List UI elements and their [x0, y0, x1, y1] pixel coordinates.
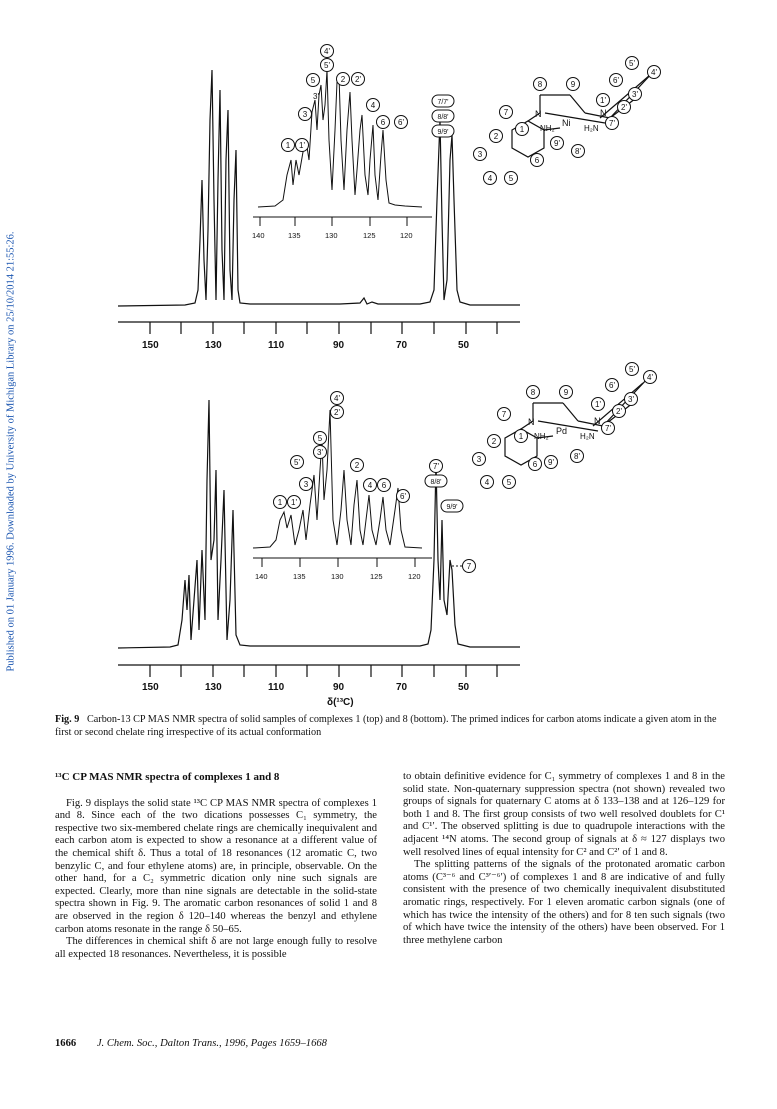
svg-text:4: 4: [370, 101, 376, 110]
svg-text:6: 6: [381, 481, 387, 490]
top-tick-90: 90: [333, 340, 345, 351]
figure-caption: [55, 713, 727, 739]
svg-text:8/8': 8/8': [430, 479, 442, 486]
svg-text:9: 9: [570, 80, 576, 89]
svg-text:8/8': 8/8': [437, 114, 449, 121]
bottom-inset-ticks: [262, 558, 415, 567]
svg-text:NH₂: NH₂: [534, 432, 549, 441]
svg-text:4': 4': [647, 373, 653, 382]
svg-text:4: 4: [367, 481, 373, 490]
bottom-label-6: [378, 479, 391, 492]
left-paragraph-2: The differences in chemical shift δ are not large enough fully to resolve all expected 18 resonances. Nevertheless, it is possible: [55, 936, 377, 960]
svg-text:3': 3': [313, 92, 319, 101]
top-inset-tick-125: 125: [363, 231, 376, 240]
top-label-1: [282, 139, 295, 152]
bottom-label-88p: [425, 475, 447, 487]
svg-text:6': 6': [400, 492, 406, 501]
top-inset-tick-140: 140: [252, 231, 265, 240]
right-paragraph-1: to obtain definitive evidence for C₁ symmetry of complexes 1 and 8 in the solid state. Non-quaternary suppression spectra (not shown) revealed two groups of signals for quaternary C atoms at δ 133–138 and at 126–129 for both 1 and 8. The first group consists of two well resolved doublets for C¹ and C¹′. The observed splitting is due to quadrupole interactions with the adjacent ¹⁴N atoms. The second group of signals at δ ≈ 127 displays two well resolved lines of equal intensity for C² and C²′ of 1 and 8.: [403, 771, 725, 858]
svg-text:2: 2: [491, 437, 497, 446]
top-label-4: [367, 99, 380, 112]
top-label-99p: [432, 125, 454, 137]
bottom-label-3: [300, 478, 313, 491]
svg-text:2': 2': [355, 75, 361, 84]
top-inset-spectrum: [258, 70, 422, 207]
svg-text:2: 2: [493, 132, 499, 141]
right-paragraph-2: The splitting patterns of the signals of the protonated aromatic carbon atoms (C³⁻⁶ and C³′⁻⁶′) of complexes 1 and 8 are indicative of and fully consistent with the presence of two chemically inequivalent disubstituted aromatic rings, respectively. For 1 eleven aromatic carbon signals (one of which has twice the intensity of the others) and for 8 ten such signals (two of which have twice the intensity of the others) have been observed. For 1 three methylene carbon: [403, 859, 725, 946]
svg-text:5: 5: [310, 76, 316, 85]
figure-caption-label: Fig. 9: [55, 714, 80, 725]
top-inset-tick-135: 135: [288, 231, 301, 240]
svg-text:6: 6: [380, 118, 386, 127]
svg-text:4': 4': [324, 47, 330, 56]
top-label-6: [377, 116, 390, 129]
top-tick-150: 150: [142, 340, 159, 351]
top-label-3p: [313, 92, 319, 101]
top-tick-70: 70: [396, 340, 408, 351]
bottom-label-4: [364, 479, 377, 492]
top-label-3: [299, 108, 312, 121]
svg-text:8: 8: [537, 80, 543, 89]
svg-text:7': 7': [605, 424, 611, 433]
top-inset-tick-120: 120: [400, 231, 413, 240]
bottom-spectrum-panel: [118, 363, 657, 709]
svg-text:4: 4: [487, 174, 493, 183]
svg-text:3: 3: [476, 455, 482, 464]
svg-text:1': 1': [291, 498, 297, 507]
svg-text:5: 5: [508, 174, 514, 183]
svg-text:6': 6': [613, 76, 619, 85]
svg-text:3': 3': [628, 395, 634, 404]
svg-text:9: 9: [563, 388, 569, 397]
svg-text:6: 6: [532, 460, 538, 469]
svg-text:N: N: [535, 109, 542, 119]
svg-text:1': 1': [299, 141, 305, 150]
bottom-tick-90: 90: [333, 682, 345, 693]
bottom-label-5p: [291, 456, 304, 469]
bottom-label-4p: [331, 392, 344, 405]
left-paragraph-1: Fig. 9 displays the solid state ¹³C CP MAS NMR spectra of complexes 1 and 8. Since each of the two dications possesses C₁ symmetry, the respective two six-membered chelate rings are chemically inequivalent and each carbon atom is expected to show a resonance at a different value of the chemical shift δ. Thus a total of 18 resonances (12 aromatic C, two benzylic C, and four ethylene atoms) are, in principle, observable. On the other hand, for a C₂ symmetric dication only nine such signals are expected. Clearly, more than nine signals are detectable in the solid-state spectra shown in Fig. 9. The aromatic carbon resonances of solid 1 and 8 are observed in the region δ 120–140 whereas the benzyl and ethylene carbon atoms resonate in the range δ 50–65.: [55, 797, 377, 935]
bottom-label-5: [314, 432, 327, 445]
top-axis-ticks: [150, 322, 497, 334]
top-inset-ticks: [260, 217, 407, 226]
svg-text:1: 1: [285, 141, 291, 150]
svg-text:9/9': 9/9': [446, 504, 458, 511]
svg-text:1': 1': [600, 96, 606, 105]
svg-text:2': 2': [616, 407, 622, 416]
bottom-tick-110: 110: [268, 682, 285, 693]
bottom-inset-tick-130: 130: [331, 572, 344, 581]
svg-text:5': 5': [324, 61, 330, 70]
bottom-axis-label: δ(¹³C): [327, 697, 354, 708]
bottom-label-2: [351, 459, 364, 472]
top-label-77p: [432, 95, 454, 107]
svg-text:3': 3': [632, 90, 638, 99]
svg-text:1: 1: [519, 125, 525, 134]
svg-text:7': 7': [433, 462, 439, 471]
top-inset-tick-130: 130: [325, 231, 338, 240]
svg-text:N: N: [528, 417, 535, 427]
svg-text:8': 8': [575, 147, 581, 156]
left-column: [55, 771, 377, 961]
bottom-label-2p: [331, 406, 344, 419]
bottom-tick-130: 130: [205, 682, 222, 693]
bottom-structure-labels: [473, 363, 657, 489]
top-metal-label: Ni: [562, 118, 571, 128]
svg-text:8': 8': [574, 452, 580, 461]
svg-text:9': 9': [554, 139, 560, 148]
svg-text:7': 7': [609, 119, 615, 128]
top-label-5: [307, 74, 320, 87]
bottom-label-1: [274, 496, 287, 509]
svg-text:N: N: [600, 108, 607, 118]
top-structure-labels: [474, 57, 661, 185]
svg-text:8: 8: [530, 388, 536, 397]
bottom-axis-ticks: [150, 665, 497, 677]
bottom-inset-spectrum: [253, 410, 422, 548]
page-number: 1666: [55, 1038, 77, 1049]
svg-text:5: 5: [506, 478, 512, 487]
svg-text:5': 5': [629, 59, 635, 68]
svg-text:3: 3: [477, 150, 483, 159]
top-label-6p: [395, 116, 408, 129]
top-tick-110: 110: [268, 340, 285, 351]
top-main-spectrum: [118, 70, 520, 306]
svg-text:2: 2: [354, 461, 360, 470]
bottom-label-6p: [397, 490, 410, 503]
svg-text:6: 6: [534, 156, 540, 165]
svg-text:N: N: [594, 416, 601, 426]
top-tick-130: 130: [205, 340, 222, 351]
svg-text:7: 7: [503, 108, 509, 117]
top-peak-labels: [282, 45, 455, 152]
bottom-label-3p: [314, 446, 327, 459]
journal-citation: J. Chem. Soc., Dalton Trans., 1996, Pages 1659–1668: [96, 1038, 327, 1049]
svg-text:7: 7: [501, 410, 507, 419]
bottom-tick-70: 70: [396, 682, 408, 693]
svg-text:5: 5: [317, 434, 323, 443]
bottom-tick-150: 150: [142, 682, 159, 693]
svg-text:4': 4': [334, 394, 340, 403]
bottom-inset-tick-120: 120: [408, 572, 421, 581]
svg-text:9/9': 9/9': [437, 129, 449, 136]
svg-text:H₂N: H₂N: [580, 432, 595, 441]
section-heading: ¹³C CP MAS NMR spectra of complexes 1 and 8: [55, 771, 280, 783]
svg-text:4: 4: [484, 478, 490, 487]
svg-text:2': 2': [621, 103, 627, 112]
bottom-inset-tick-135: 135: [293, 572, 306, 581]
svg-text:3: 3: [302, 110, 308, 119]
svg-text:4': 4': [651, 68, 657, 77]
bottom-label-7p: [430, 460, 443, 473]
svg-text:3: 3: [303, 480, 309, 489]
bottom-inset-tick-125: 125: [370, 572, 383, 581]
svg-text:7/7': 7/7': [437, 99, 449, 106]
svg-text:9': 9': [548, 458, 554, 467]
svg-text:2': 2': [334, 408, 340, 417]
svg-text:H₂N: H₂N: [584, 124, 599, 133]
right-column: [403, 771, 725, 947]
bottom-label-1p: [288, 496, 301, 509]
bottom-tick-50: 50: [458, 682, 470, 693]
svg-text:5': 5': [294, 458, 300, 467]
top-label-4p: [321, 45, 334, 58]
figure-caption-text: Carbon-13 CP MAS NMR spectra of solid samples of complexes 1 (top) and 8 (bottom). The primed indices for carbon atoms indicate a given atom in the first or second chelate ring irrespective of its actual conformation: [55, 714, 717, 738]
download-watermark: Published on 01 January 1996. Downloaded by University of Michigan Library on 25/10/2014 21:55:26.: [5, 231, 17, 672]
svg-text:2: 2: [340, 75, 346, 84]
svg-text:1': 1': [595, 400, 601, 409]
svg-text:1: 1: [518, 432, 524, 441]
top-label-2: [337, 73, 350, 86]
svg-text:7: 7: [466, 562, 472, 571]
bottom-inset-tick-140: 140: [255, 572, 268, 581]
svg-text:5': 5': [629, 365, 635, 374]
bottom-metal-label: Pd: [556, 426, 568, 436]
svg-text:1: 1: [277, 498, 283, 507]
top-label-88p: [432, 110, 454, 122]
svg-text:NH₂: NH₂: [540, 124, 555, 133]
bottom-label-7: [463, 560, 476, 573]
top-label-2p: [352, 73, 365, 86]
svg-text:3': 3': [317, 448, 323, 457]
bottom-label-99p: [441, 500, 463, 512]
top-label-1p: [296, 139, 309, 152]
svg-text:6': 6': [398, 118, 404, 127]
top-tick-50: 50: [458, 340, 470, 351]
svg-text:6': 6': [609, 381, 615, 390]
bottom-peak-labels: [274, 392, 476, 573]
top-label-5p: [321, 59, 334, 72]
page-footer: [55, 1038, 327, 1049]
top-spectrum-panel: [118, 45, 661, 352]
